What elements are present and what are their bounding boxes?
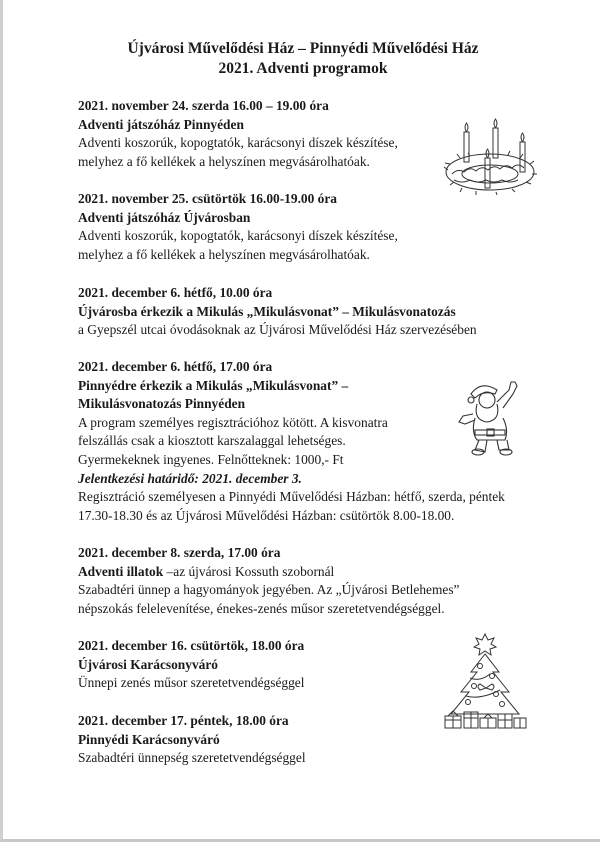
event-block [78, 358, 505, 525]
event-title: Adventi játszóház Pinnyéden [78, 116, 244, 132]
event-date: 2021. december 17. péntek, 18.00 óra [78, 713, 289, 728]
event-block [78, 190, 398, 264]
event-date: 2021. november 24. szerda 16.00 – 19.00 óra [78, 98, 329, 113]
event-title: Pinnyédi Karácsonyváró [78, 731, 220, 747]
event-description: Regisztráció személyesen a Pinnyédi Művelődési Házban: hétfő, szerda, péntek [78, 489, 505, 505]
event-description: a Gyepszél utcai óvodásoknak az Újvárosi Művelődési Ház szervezésében [78, 322, 477, 338]
event-description: 17.30-18.30 és az Újvárosi Művelődési Házban: csütörtök 8.00-18.00. [78, 507, 455, 523]
event-description: népszokás felelevenítése, énekes-zenés műsor szeretetvendégséggel. [78, 600, 445, 616]
event-title: Adventi játszóház Újvárosban [78, 209, 251, 225]
event-block [78, 97, 398, 171]
document-subtitle: 2021. Adventi programok [218, 60, 388, 77]
event-title: Újvárosi Karácsonyváró [78, 656, 218, 672]
santa-claus-icon [451, 378, 531, 458]
event-block [78, 544, 460, 618]
event-description: Szabadtéri ünnepség szeretetvendégséggel [78, 750, 306, 766]
event-block [78, 712, 306, 768]
event-description: melyhez a fő kellékek a helyszínen megvásárolhatóak. [78, 153, 370, 169]
document-title: Újvárosi Művelődési Ház – Pinnyédi Művelődési Ház [127, 40, 479, 57]
event-date: 2021. december 16. csütörtök, 18.00 óra [78, 638, 305, 653]
event-date: 2021. december 8. szerda, 17.00 óra [78, 545, 281, 560]
event-description: Adventi koszorúk, kopogtatók, karácsonyi díszek készítése, [78, 135, 398, 151]
event-description: Ünnepi zenés műsor szeretetvendégséggel [78, 675, 305, 691]
event-block [78, 637, 304, 693]
event-description: melyhez a fő kellékek a helyszínen megvásárolhatóak. [78, 246, 370, 262]
event-description: felszállás csak a kiosztott karszalaggal lehetséges. [78, 433, 346, 449]
event-description: A program személyes regisztrációhoz kötött. A kisvonatra [78, 414, 388, 430]
event-title: Pinnyédre érkezik a Mikulás „Mikulásvonat” – [78, 377, 349, 393]
event-block [78, 284, 477, 340]
event-title: Mikulásvonatozás Pinnyéden [78, 396, 246, 412]
event-title: Újvárosba érkezik a Mikulás „Mikulásvonat” – Mikulásvonatozás [78, 303, 456, 319]
event-title: Adventi illatok [78, 563, 164, 579]
christmas-tree-icon [440, 632, 530, 732]
registration-deadline: Jelentkezési határidő: 2021. december 3. [78, 470, 302, 486]
event-date: 2021. december 6. hétfő, 17.00 óra [78, 359, 273, 374]
event-location: –az újvárosi Kossuth szobornál [163, 563, 335, 579]
event-price: Gyermekeknek ingyenes. Felnőtteknek: 1000,- Ft [78, 451, 344, 467]
event-date: 2021. december 6. hétfő, 10.00 óra [78, 285, 273, 300]
advent-wreath-icon [440, 118, 540, 196]
event-description: Adventi koszorúk, kopogtatók, karácsonyi díszek készítése, [78, 228, 398, 244]
event-description: Szabadtéri ünnep a hagyományok jegyében. Az „Újvárosi Betlehemes” [78, 582, 460, 598]
event-date: 2021. november 25. csütörtök 16.00-19.00 óra [78, 191, 337, 206]
